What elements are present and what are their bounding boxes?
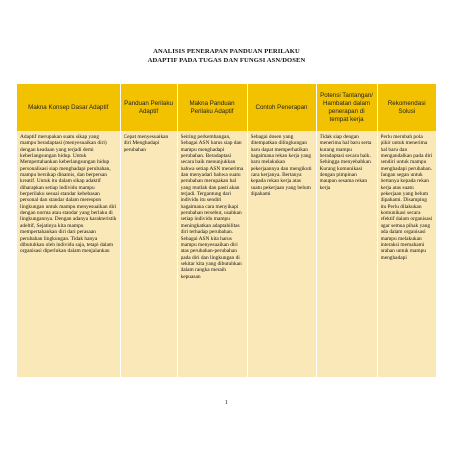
cell-makna-konsep-dasar: Adaptif merupakan suatu sikap yang mampu beradaptasi (menyesuaikan diri) dengan keadaan yang terjadi demi keberlangsungan hidup. Untuk Mempertahankan keberlangsungan hidup personalisasi siap menghadapi perubahan, mampu bersikap dinamis, dan berpersan kreatif. Untuk itu dalam sikap adaktif diharapkan setiap individu mampu berperilaku sesuai standar kebebasan personal dan standar dalam merespon lingkungan untuk mampu menyesuaikan diri dengan norma atau standar yang berlaku di lingkungannya. Dengan adanya karakteristik adeltif, Sejatinya kita mampu mempertahankan diri dari perasaan perubahan lingkungan. Tidak hanya dibutuhkan oleh individu saja, tetapi dalam organisasi diperlukan dalam menjalankan	[20, 134, 117, 255]
cell-panduan-perilaku: Cepat menyesuaikan diri Menghadapi perubahan	[123, 134, 169, 153]
table-cell	[316, 131, 377, 377]
title-line-1: ANALISIS PENERAPAN PANDUAN PERILAKU	[153, 48, 300, 55]
header-makna-panduan: Makna Panduan Perilaku Adaptif	[177, 84, 247, 131]
cell-makna-panduan: Seiring perkembangan, Sebagai ASN harus siap dan mampu menghadapi perubahan. Beradaptasi secara baik menunjukkan bahwa setiap ASN menerima dan menyadari bahwa suatu perubahan merupakan hal yang mutlak dan pasti akan terjadi. Tergantung dari individu itu sendiri bagaimana cara menyikapi perubahan tersebut, usahkan setiap individu mampu meningkatkan adaptabilitas diri terhadap perubahan. Sebagai ASN kita harus mampu menyesuaikan diri atas perubahan-perubahan pada diri dan lingkungan di sekitar kita yang dibutuhkan dalam rangka meraih kepuasan	[180, 134, 244, 280]
table-cell	[17, 131, 120, 377]
analysis-table	[17, 84, 436, 377]
table-cell	[177, 131, 247, 377]
title-line-2: ADAPTIF PADA TUGAS DAN FUNGSI ASN/DOSEN	[147, 57, 306, 64]
cell-contoh-penerapan: Sebagai dosen yang ditempatkan dilingkungan baru dapat memperhatikan bagaimana rekan kerja yang baru melakukan pekerjaannya dan mengikuti cara kerjanya. Bertanya kepada rekan kerja atas suatu pekerjaan yang belum dipahami	[250, 134, 312, 198]
table-cell	[120, 131, 177, 377]
header-contoh-penerapan: Contoh Penerapan	[247, 84, 316, 131]
table-header-row	[17, 84, 436, 131]
table-cell	[247, 131, 316, 377]
table-cell	[377, 131, 436, 377]
header-rekomendasi-solusi: Rekomendasi Solusi	[377, 84, 436, 131]
document-title	[0, 47, 453, 65]
table-row	[17, 131, 436, 377]
cell-potensi-tantangan: Tidak siap dengan menerima hal baru serta kurang mampu beradaptasi secara baik. Sehingga menyebabkan Kurang komunikasi dengan pimpinan maupun sesama rekan kerja	[319, 134, 372, 191]
header-potensi-tantangan: Potensi Tantangan/ Hambatan dalam penerapan di tempat kerja	[316, 84, 377, 131]
header-panduan-perilaku: Panduan Perilaku Adaptif	[120, 84, 177, 131]
cell-rekomendasi-solusi: Perlu merubah pola pikir untuk menerima hal baru dan mengandalkan pada diri sendiri untuk mampu menghadapi perubahan. Jangan segan untuk bertanya kepada rekan kerja atas suatu pekerjaan yang belum dipahami. Disamping itu Perlu dilakukan komunikasi secara efektif dalam organisasi agar semua pihak yang ada dalam organisasi mampu melakukan interaksi memahami arahan untuk mampu menghadapi	[380, 134, 433, 261]
header-makna-konsep-dasar: Makna Konsep Dasar Adaptif	[17, 84, 120, 131]
page-number: 1	[225, 400, 228, 406]
